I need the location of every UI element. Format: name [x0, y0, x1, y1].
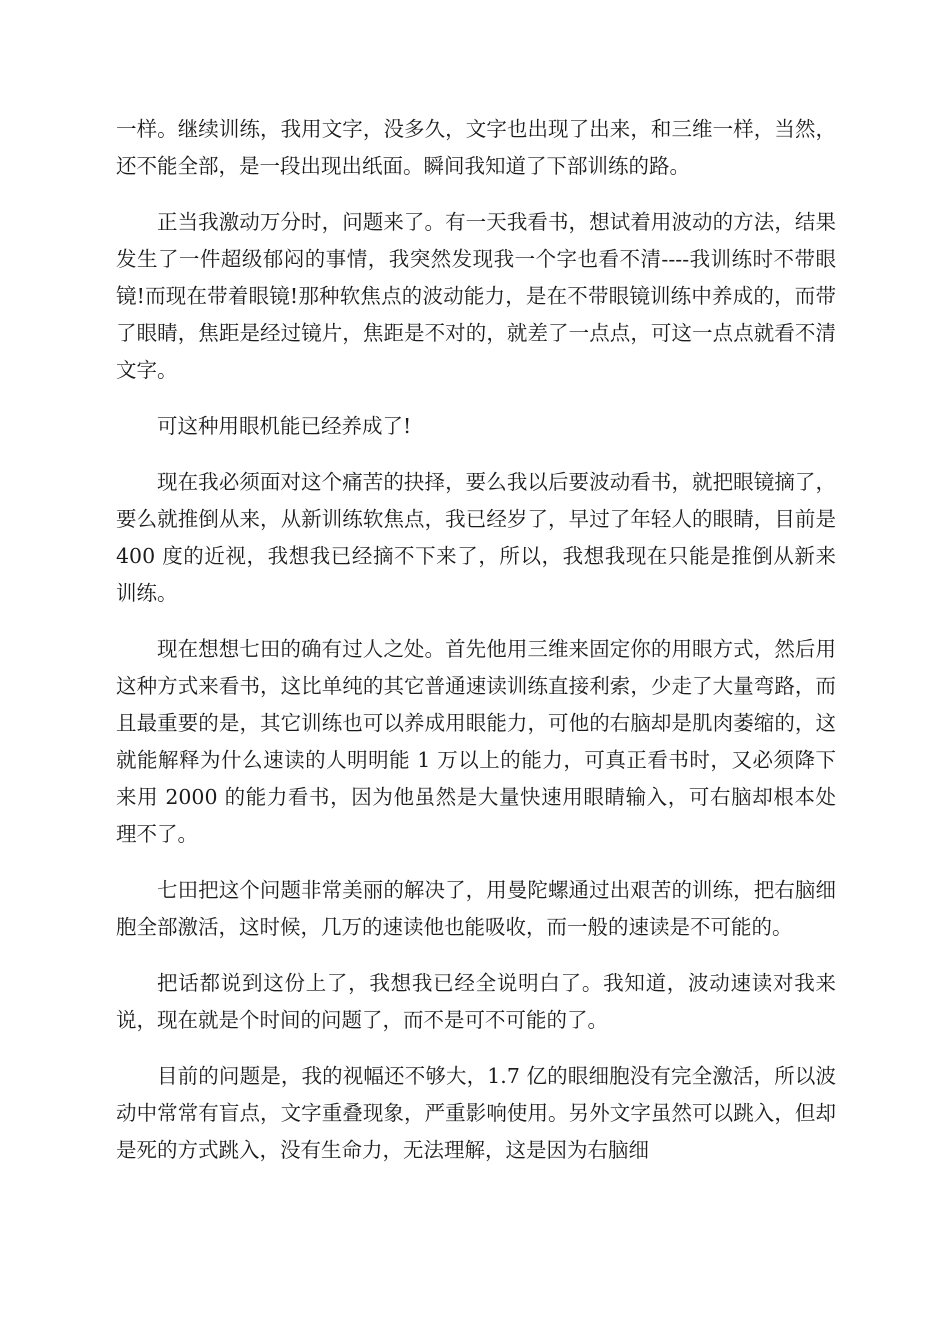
- paragraph: 正当我激动万分时，问题来了。有一天我看书，想试着用波动的方法，结果发生了一件超级郁闷的事情，我突然发现我一个字也看不清----我训练时不带眼镜!而现在带着眼镜!那种软焦点的波动能力，是在不带眼镜训练中养成的，而带了眼睛，焦距是经过镜片，焦距是不对的，就差了一点点，可这一点点就看不清文字。: [116, 210, 836, 382]
- paragraph: 七田把这个问题非常美丽的解决了，用曼陀螺通过出艰苦的训练，把右脑细胞全部激活，这时候，几万的速读他也能吸收，而一般的速读是不可能的。: [116, 878, 836, 939]
- paragraph: 现在我必须面对这个痛苦的抉择，要么我以后要波动看书，就把眼镜摘了，要么就推倒从来，从新训练软焦点，我已经岁了，早过了年轻人的眼睛，目前是 400 度的近视，我想我已经摘不下来了，所以，我想我现在只能是推倒从新来训练。: [116, 470, 836, 605]
- paragraph: 把话都说到这份上了，我想我已经全说明白了。我知道，波动速读对我来说，现在就是个时间的问题了，而不是可不可能的了。: [116, 971, 836, 1032]
- paragraph: 目前的问题是，我的视幅还不够大，1.7 亿的眼细胞没有完全激活，所以波动中常常有盲点，文字重叠现象，严重影响使用。另外文字虽然可以跳入，但却是死的方式跳入，没有生命力，无法理解，这是因为右脑细: [116, 1064, 836, 1162]
- paragraph-continuation: 一样。继续训练，我用文字，没多久，文字也出现了出来，和三维一样，当然，还不能全部，是一段出现出纸面。瞬间我知道了下部训练的路。: [116, 117, 836, 178]
- document-body: [116, 111, 836, 1188]
- paragraph: 可这种用眼机能已经养成了!: [157, 414, 412, 438]
- paragraph: 现在想想七田的确有过人之处。首先他用三维来固定你的用眼方式，然后用这种方式来看书，这比单纯的其它普通速读训练直接利索，少走了大量弯路，而且最重要的是，其它训练也可以养成用眼能力，可他的右脑却是肌肉萎缩的，这就能解释为什么速读的人明明能 1 万以上的能力，可真正看书时，又必须降下来用 2000 的能力看书，因为他虽然是大量快速用眼睛输入，可右脑却根本处理不了。: [116, 637, 836, 846]
